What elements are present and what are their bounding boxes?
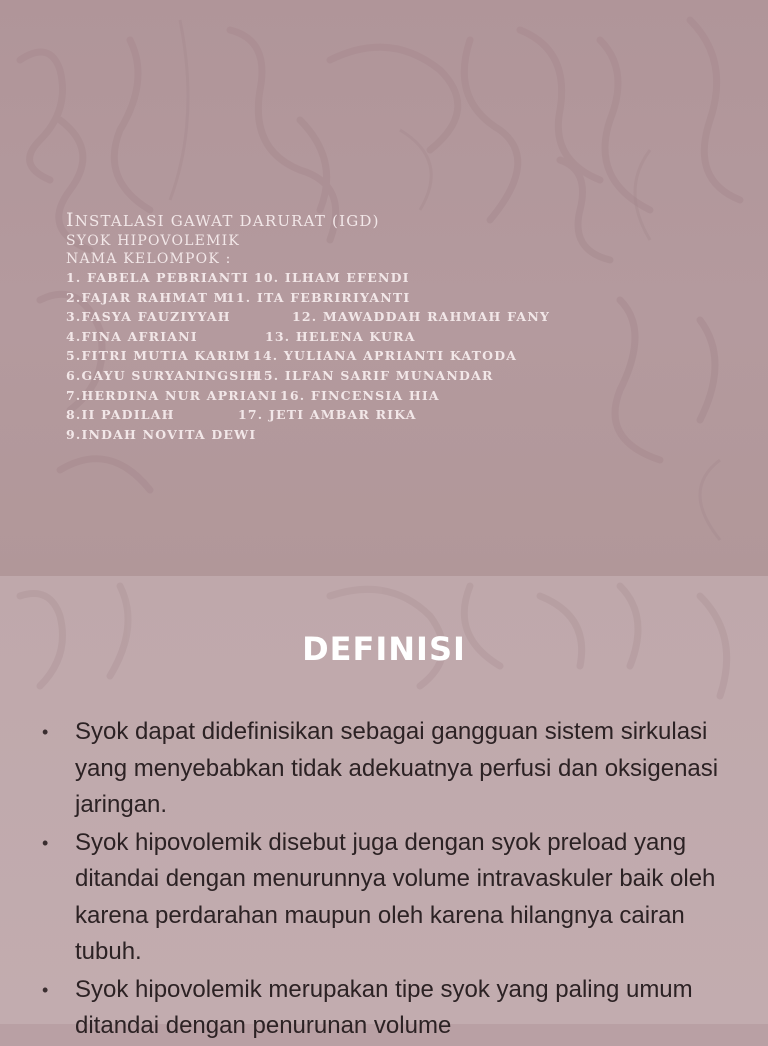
member-name-right: 17. JETI AMBAR RIKA xyxy=(238,407,417,423)
member-name-left: 1. FABELA PEBRIANTI xyxy=(66,270,249,285)
member-name-left: 4.FINA AFRIANI xyxy=(66,328,198,344)
member-name-right: 13. HELENA KURA xyxy=(265,328,416,344)
member-name-left: 3.FASYA FAUZIYYAH xyxy=(66,309,231,325)
member-list xyxy=(66,268,746,444)
definition-slide xyxy=(0,576,768,1039)
member-name-right: 10. ILHAM EFENDI xyxy=(254,270,410,285)
slide-subtitle: SYOK HIPOVOLEMIK xyxy=(66,233,240,249)
bullet-text: Syok hipovolemik disebut juga dengan syok preload yang ditandai dengan menurunnya volume intravaskuler baik oleh karena perdarahan maupun oleh karena hilangnya cairan tubuh. xyxy=(75,828,716,965)
title-first-letter: I xyxy=(66,209,75,231)
slide-heading: DEFINISI xyxy=(302,630,466,668)
member-name-left: 5.FITRI MUTIA KARIM xyxy=(66,348,251,364)
member-row xyxy=(66,288,746,308)
title-rest: NSTALASI GAWAT DARURAT (IGD) xyxy=(74,212,380,230)
member-row xyxy=(66,346,746,366)
member-name-left: 2.FAJAR RAHMAT M xyxy=(66,289,229,305)
member-name-right: 16. FINCENSIA HIA xyxy=(280,387,440,403)
member-name-right: 15. ILFAN SARIF MUNANDAR xyxy=(254,367,494,383)
member-row xyxy=(66,268,746,288)
member-row xyxy=(66,425,746,445)
bullet-text: Syok hipovolemik merupakan tipe syok yang paling umum ditandai dengan penurunan volume xyxy=(75,975,693,1039)
bullet-text: Syok dapat didefinisikan sebagai gangguan sistem sirkulasi yang menyebabkan tidak adekuatnya perfusi dan oksigenasi jaringan. xyxy=(75,718,719,818)
group-label: NAMA KELOMPOK : xyxy=(66,251,232,267)
bullet-dot-icon: • xyxy=(42,979,49,1000)
member-name-right: 14. YULIANA APRIANTI KATODA xyxy=(253,348,518,364)
member-row xyxy=(66,327,746,347)
member-row xyxy=(66,307,746,327)
member-row xyxy=(66,366,746,386)
member-name-right: 12. MAWADDAH RAHMAH FANY xyxy=(292,309,551,325)
member-name-left: 7.HERDINA NUR APRIANI xyxy=(66,387,278,403)
member-name-left: 9.INDAH NOVITA DEWI xyxy=(66,426,257,442)
title-block xyxy=(66,210,746,444)
member-name-right: 11. ITA FEBRIRIYANTI xyxy=(226,289,411,305)
member-row xyxy=(66,405,746,425)
bullet-item xyxy=(40,972,740,1045)
bullet-item xyxy=(40,825,740,971)
bullet-item xyxy=(40,714,740,824)
member-name-left: 6.GAYU SURYANINGSIH xyxy=(66,367,260,383)
member-row xyxy=(66,386,746,406)
bullet-list xyxy=(40,714,740,1046)
slide-title xyxy=(66,210,746,232)
bullet-dot-icon: • xyxy=(42,832,49,853)
bullet-dot-icon: • xyxy=(42,722,49,742)
member-name-left: 8.II PADILAH xyxy=(66,407,175,423)
